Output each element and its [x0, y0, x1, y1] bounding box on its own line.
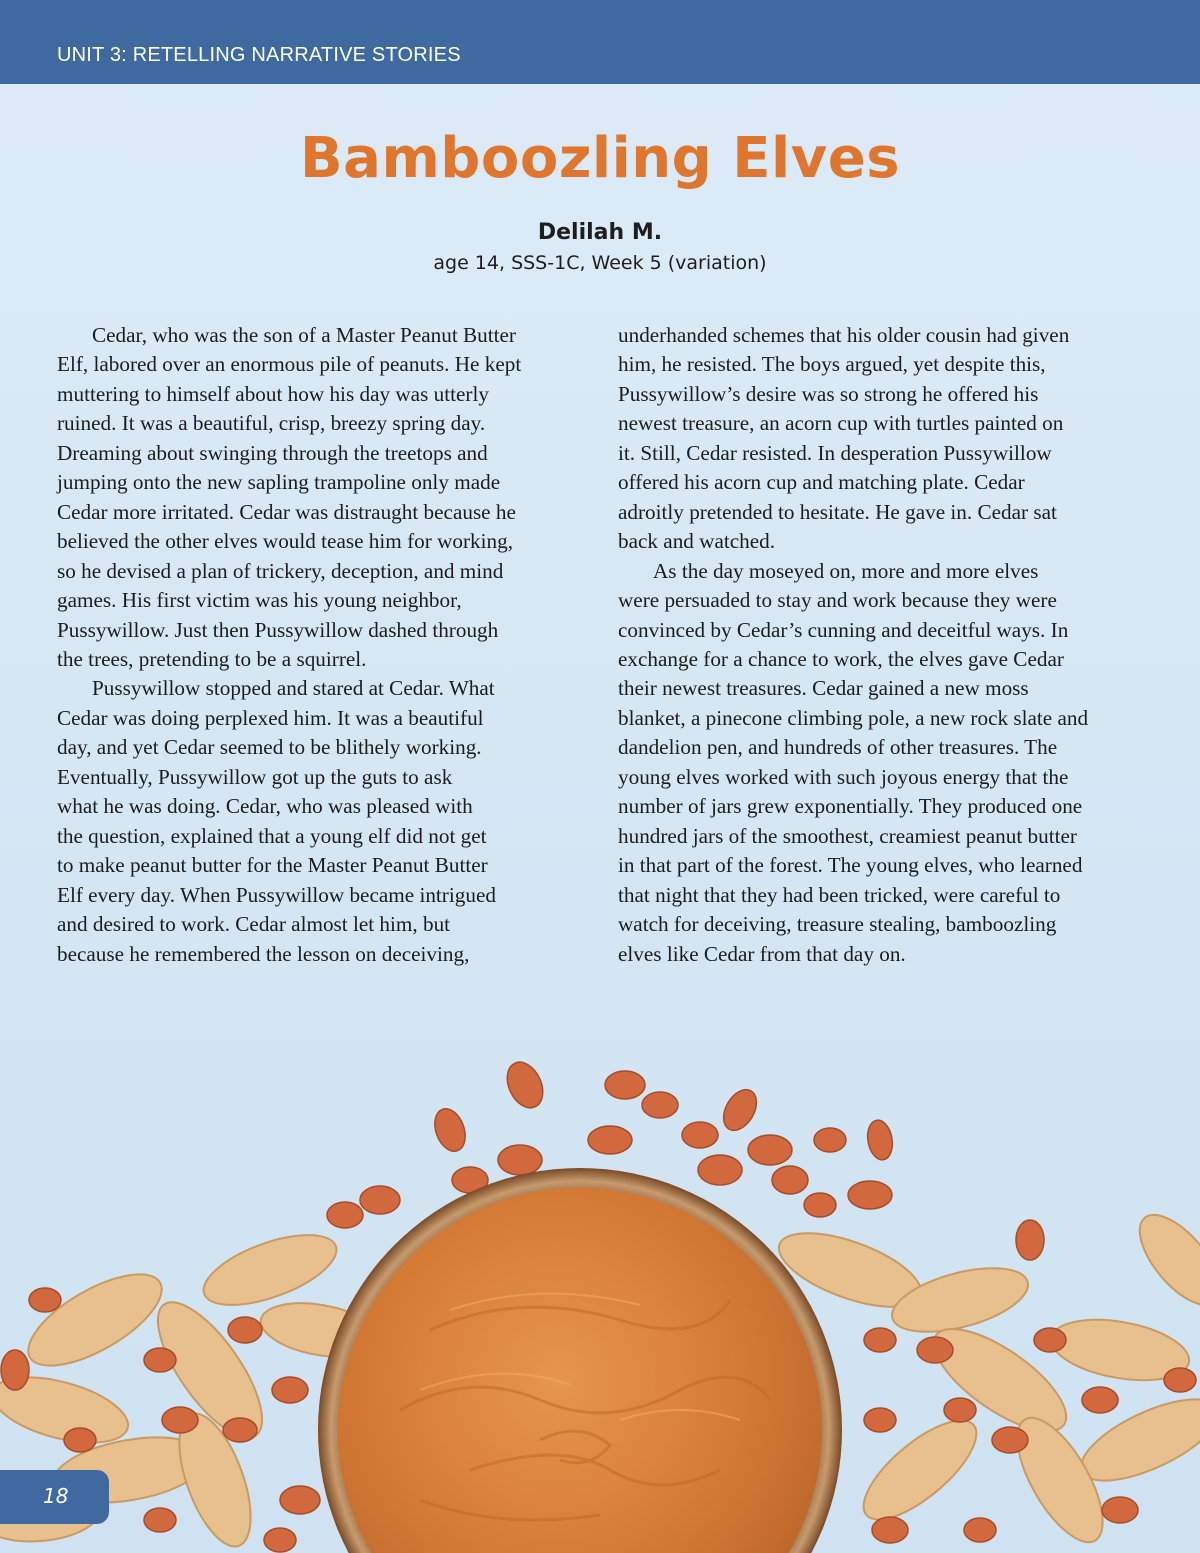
text-line: were persuaded to stay and work because they were — [618, 588, 1057, 613]
text-line: it. Still, Cedar resisted. In desperation Pussywillow — [618, 440, 1052, 465]
text-line: Cedar more irritated. Cedar was distraught because he — [57, 499, 516, 524]
text-line: because he remembered the lesson on deceiving, — [57, 941, 470, 966]
text-line: and desired to work. Cedar almost let him, but — [57, 912, 451, 937]
left-column — [57, 321, 597, 969]
text-line: in that part of the forest. The young elves, who learned — [618, 853, 1083, 878]
text-line: that night that they had been tricked, were careful to — [618, 882, 1061, 907]
peanut-butter-illustration — [0, 1040, 1200, 1553]
text-line: newest treasure, an acorn cup with turtles painted on — [618, 411, 1064, 436]
text-line: the trees, pretending to be a squirrel. — [57, 646, 367, 671]
text-line: dandelion pen, and hundreds of other treasures. The — [618, 735, 1058, 760]
text-line: Pussywillow’s desire was so strong he offered his — [618, 381, 1039, 406]
text-line: hundred jars of the smoothest, creamiest peanut butter — [618, 823, 1077, 848]
text-line: Cedar was doing perplexed him. It was a beautiful — [57, 705, 484, 730]
header-bar — [0, 0, 1200, 84]
text-line: young elves worked with such joyous energy that the — [618, 764, 1069, 789]
text-line: adroitly pretended to hesitate. He gave in. Cedar sat — [618, 499, 1057, 524]
unit-label: UNIT 3: RETELLING NARRATIVE STORIES — [57, 44, 461, 66]
page-number: 18 — [43, 1484, 69, 1508]
text-line: offered his acorn cup and matching plate. Cedar — [618, 470, 1025, 495]
text-line: Elf, labored over an enormous pile of peanuts. He kept — [57, 352, 522, 377]
text-line: Eventually, Pussywillow got up the guts to ask — [57, 764, 453, 789]
text-line: Elf every day. When Pussywillow became intrigued — [57, 882, 496, 907]
text-line: day, and yet Cedar seemed to be blithely working. — [57, 735, 482, 760]
text-line: what he was doing. Cedar, who was pleased with — [57, 794, 473, 819]
text-line: back and watched. — [618, 529, 776, 554]
text-line: Pussywillow stopped and stared at Cedar. What — [92, 676, 495, 701]
text-line: so he devised a plan of trickery, deception, and mind — [57, 558, 504, 583]
author-name: Delilah M. — [537, 220, 663, 245]
text-line: games. His first victim was his young neighbor, — [57, 588, 462, 613]
author-byline: age 14, SSS-1C, Week 5 (variation) — [433, 252, 767, 274]
text-line: convinced by Cedar’s cunning and deceitful ways. In — [618, 617, 1069, 642]
story-title: Bamboozling Elves — [299, 126, 901, 191]
text-line: him, he resisted. The boys argued, yet despite this, — [618, 352, 1046, 377]
text-line: Pussywillow. Just then Pussywillow dashed through — [57, 617, 499, 642]
right-column — [618, 321, 1163, 969]
text-line: elves like Cedar from that day on. — [618, 941, 906, 966]
text-line: Cedar, who was the son of a Master Peanut Butter — [92, 323, 516, 347]
text-line: muttering to himself about how his day was utterly — [57, 381, 489, 406]
text-line: believed the other elves would tease him for working, — [57, 529, 513, 554]
text-line: to make peanut butter for the Master Peanut Butter — [57, 853, 488, 878]
peanut-pile — [0, 1056, 1200, 1553]
text-line: jumping onto the new sapling trampoline only made — [57, 470, 501, 495]
text-line: watch for deceiving, treasure stealing, bamboozling — [618, 912, 1057, 937]
text-line: Dreaming about swinging through the treetops and — [57, 440, 488, 465]
text-line: blanket, a pinecone climbing pole, a new rock slate and — [618, 705, 1089, 730]
text-line: their newest treasures. Cedar gained a new moss — [618, 676, 1029, 701]
text-line: As the day moseyed on, more and more elves — [653, 558, 1039, 583]
text-line: number of jars grew exponentially. They produced one — [618, 794, 1083, 819]
text-line: exchange for a chance to work, the elves gave Cedar — [618, 646, 1064, 671]
text-line: the question, explained that a young elf did not get — [57, 823, 487, 848]
text-line: ruined. It was a beautiful, crisp, breezy spring day. — [57, 411, 486, 436]
text-line: underhanded schemes that his older cousin had given — [618, 323, 1070, 347]
